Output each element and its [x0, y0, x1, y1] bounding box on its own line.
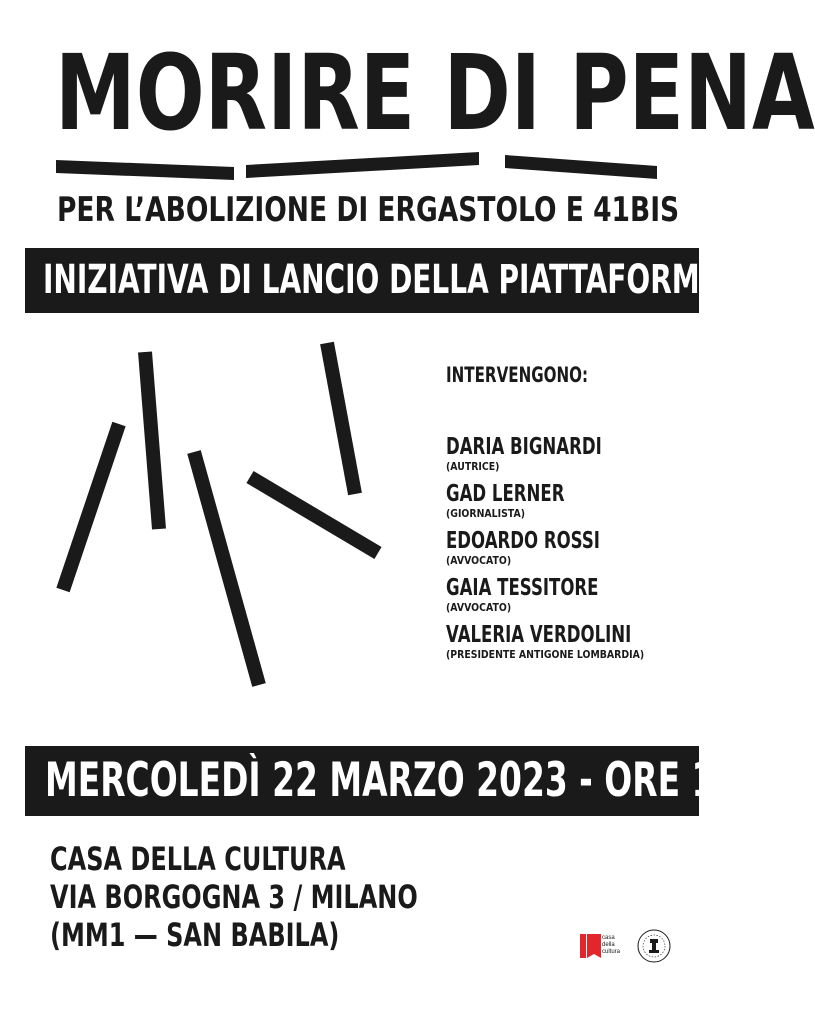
speaker-item [446, 481, 706, 521]
stick-2 [145, 352, 159, 529]
initiative-banner [25, 248, 722, 313]
venue-block [50, 840, 550, 954]
date-banner-text: MERCOLEDÌ 22 MARZO 2023 - ORE 18:00 [45, 753, 797, 808]
casa-della-cultura-logo [580, 928, 628, 964]
speaker-item [446, 528, 706, 568]
speaker-name: EDOARDO ROSSI [446, 528, 600, 554]
casa-logo-text-1: casa [602, 935, 615, 941]
venue-metro: (MM1 — SAN BABILA) [50, 916, 340, 954]
casa-logo-text-2: della [602, 942, 615, 948]
speaker-name: VALERIA VERDOLINI [446, 622, 632, 648]
speaker-name: DARIA BIGNARDI [446, 434, 602, 460]
speaker-role: (AVVOCATO) [446, 601, 512, 614]
speaker-role: (PRESIDENTE ANTIGONE LOMBARDIA) [446, 648, 645, 661]
venue-address: VIA BORGOGNA 3 / MILANO [50, 878, 418, 916]
speaker-item [446, 575, 706, 615]
speakers-list [446, 362, 706, 669]
initiative-banner-text: INIZIATIVA DI LANCIO DELLA PIATTAFORMA [43, 257, 722, 303]
seal-icon [636, 928, 672, 964]
underline-bar-3 [505, 155, 657, 179]
stick-5 [327, 343, 355, 494]
poster-title: MORIRE DI PENA [55, 32, 815, 154]
speaker-role: (AVVOCATO) [446, 554, 512, 567]
casa-logo-text-3: cultura [602, 949, 621, 955]
speaker-item [446, 622, 706, 662]
partner-logos [580, 928, 680, 968]
scattered-sticks-graphic [0, 330, 420, 710]
subtitle: PER L’ABOLIZIONE DI ERGASTOLO E 41BIS [57, 190, 680, 230]
date-banner [25, 746, 797, 816]
stick-1 [63, 424, 119, 590]
underline-bar-1 [56, 160, 234, 180]
speakers-heading: INTERVENGONO: [446, 363, 589, 387]
venue-name: CASA DELLA CULTURA [50, 840, 346, 878]
speaker-item [446, 434, 706, 474]
title-underline-bars [0, 0, 815, 200]
speaker-name: GAD LERNER [446, 481, 565, 507]
stick-3 [194, 452, 259, 685]
speaker-role: (AUTRICE) [446, 460, 500, 473]
speaker-role: (GIORNALISTA) [446, 507, 525, 520]
speaker-name: GAIA TESSITORE [446, 575, 599, 601]
underline-bar-2 [246, 152, 479, 178]
